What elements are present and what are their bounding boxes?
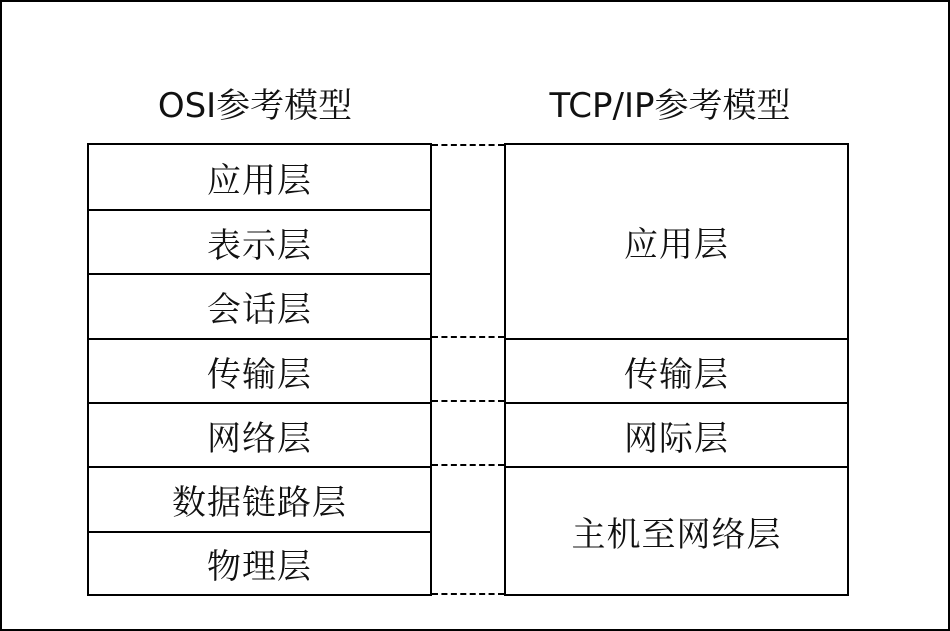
tcpip-layer-application: 应用层 xyxy=(624,225,729,265)
tcpip-layer-host-to-network: 主机至网络层 xyxy=(506,466,847,594)
osi-layer-data-link: 数据链路层 xyxy=(89,466,430,531)
connector-dash-bottom xyxy=(432,593,504,595)
osi-layer-transport: 传输层 xyxy=(89,338,430,402)
tcpip-layer-internet: 网际层 xyxy=(506,402,847,466)
osi-layer-network: 网络层 xyxy=(89,402,430,466)
osi-layer-stack xyxy=(87,143,432,596)
tcpip-model-title: TCP/IP参考模型 xyxy=(549,86,791,126)
osi-layer-presentation: 表示层 xyxy=(89,209,430,273)
connector-dash-application-transport xyxy=(432,336,504,338)
connector-dash-transport-internet xyxy=(432,400,504,402)
osi-layer-application: 应用层 xyxy=(207,160,312,201)
connector-dash-top xyxy=(432,144,504,146)
tcpip-layer-stack xyxy=(504,143,849,596)
connector-dash-internet-host xyxy=(432,464,504,466)
osi-layer-session: 会话层 xyxy=(89,273,430,338)
tcpip-layer-transport: 传输层 xyxy=(506,338,847,402)
osi-model-title: OSI参考模型 xyxy=(157,86,353,126)
osi-layer-physical: 物理层 xyxy=(89,531,430,594)
